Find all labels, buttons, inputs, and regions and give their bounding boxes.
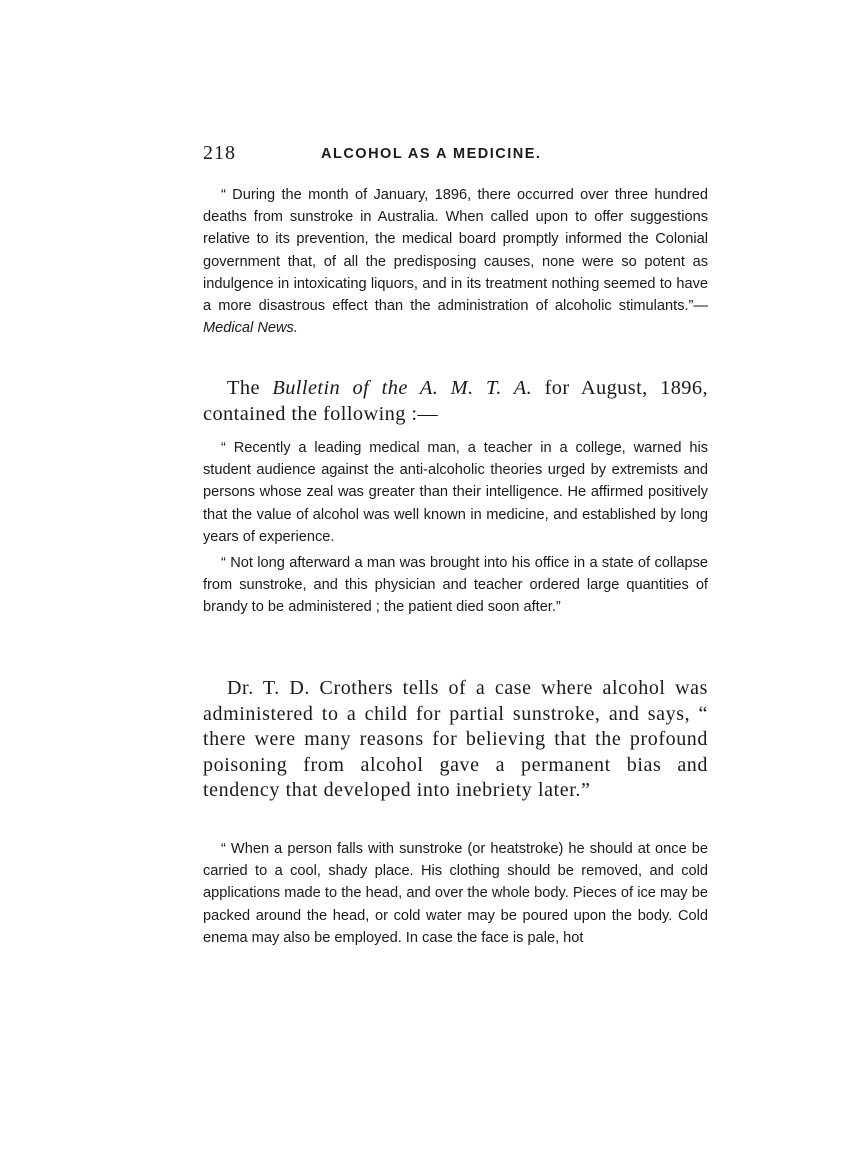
page-header	[203, 142, 708, 170]
quote-bulletin-paragraph-2: “ Not long afterward a man was brought into his office in a state of collapse from sunstroke, and this physician and teacher ordered large quantities of brandy to be administered ; the patient died soon after.”	[203, 555, 708, 616]
paragraph-bulletin	[203, 376, 708, 427]
paragraph-crothers: Dr. T. D. Crothers tells of a case where alcohol was administered to a child for partial sunstroke, and says, “ there were many reasons for believing that the profound poisoning from alcohol gave a permanent bias and tendency that developed into inebriety later.”	[203, 677, 708, 802]
quote-medical-news-paragraph	[203, 184, 708, 339]
running-head: ALCOHOL AS A MEDICINE.	[321, 146, 542, 162]
page-number: 218	[203, 142, 236, 164]
quote-treatment-paragraph: “ When a person falls with sunstroke (or heatstroke) he should at once be carried to a cool, shady place. His clothing should be removed, and cold applications made to the head, and over the whole body. Pieces of ice may be packed around the head, or cold water may be poured upon the body. Cold enema may also be employed. In case the face is pale, hot	[203, 841, 708, 946]
quote-medical-news-text: “ During the month of January, 1896, there occurred over three hundred deaths from sunstroke in Australia. When called upon to offer suggestions relative to its prevention, the medical board promptly informed the Colonial government that, of all the predisposing causes, none were so potent as indulgence in intoxicating liquors, and in its treatment nothing seemed to have a more disastrous effect than the administration of alcoholic stimulants.”—	[203, 187, 708, 315]
paragraph-bulletin-suffix: for August, 1896, contained the following :—	[203, 377, 708, 425]
quote-medical-news	[203, 184, 708, 339]
quote-source: Medical News.	[203, 320, 298, 337]
bulletin-title: Bulletin of the A. M. T. A.	[272, 377, 533, 399]
paragraph-bulletin-prefix: The	[227, 377, 273, 399]
quote-bulletin-paragraph-1: “ Recently a leading medical man, a teacher in a college, warned his student audience against the anti-alcoholic theories urged by extremists and persons whose zeal was greater than their intelligence. He affirmed positively that the value of alcohol was well known in medicine, and established by long years of experience.	[203, 440, 708, 545]
quote-treatment	[203, 838, 708, 949]
quote-bulletin	[203, 437, 708, 619]
